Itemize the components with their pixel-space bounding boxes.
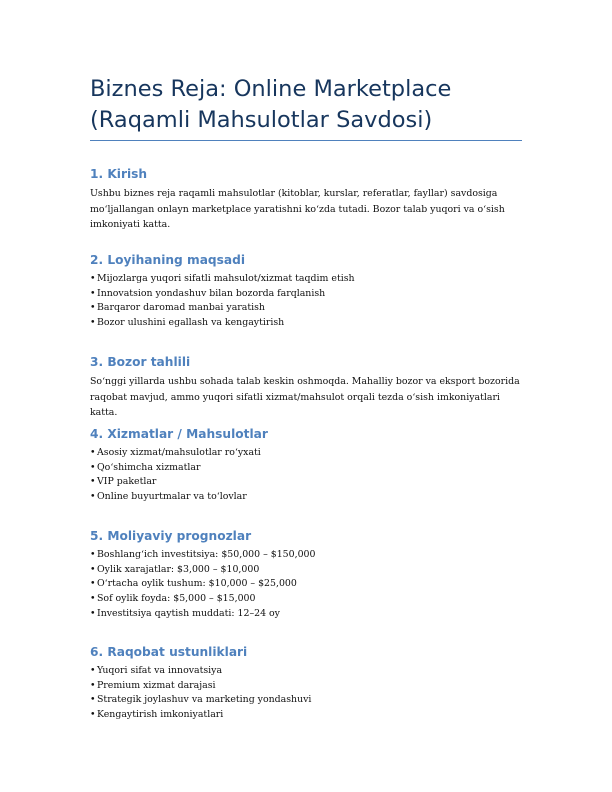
section-raqobat-ustunliklari: [90, 644, 530, 723]
title-line-1: Biznes Reja: Online Marketplace: [90, 76, 452, 102]
section-kirish: [90, 166, 530, 233]
bullet-icon: •: [90, 694, 96, 706]
paragraph-line: mo‘ljallangan onlayn marketplace yaratishni ko‘zda tutadi. Bozor talab yuqori va o‘sish: [90, 203, 505, 215]
bullet-icon: •: [90, 302, 96, 314]
list-item: • Boshlang‘ich investitsiya: $50,000 – $150,000: [90, 548, 530, 563]
paragraph-line: imkoniyati katta.: [90, 219, 171, 230]
section-bozor-tahlili: [90, 354, 530, 421]
paragraph-line: So‘nggi yillarda ushbu sohada talab keskin oshmoqda. Mahalliy bozor va eksport bozorida: [90, 376, 520, 387]
list-item: • Yuqori sifat va innovatsiya: [90, 664, 530, 679]
bullet-icon: •: [90, 461, 96, 473]
title-underline-rule: [90, 140, 522, 141]
section-xizmatlar-mahsulotlar: [90, 426, 530, 505]
list-item: • Online buyurtmalar va to‘lovlar: [90, 490, 530, 505]
title-line-2: (Raqamli Mahsulotlar Savdosi): [90, 107, 433, 133]
bullet-icon: •: [90, 709, 96, 721]
list-item: • VIP paketlar: [90, 475, 530, 490]
list-item: • Oylik xarajatlar: $3,000 – $10,000: [90, 563, 530, 578]
bullet-icon: •: [90, 607, 96, 619]
list-item: • Investitsiya qaytish muddati: 12–24 oy: [90, 607, 530, 622]
bullet-icon: •: [90, 665, 96, 676]
section-heading: 3. Bozor tahlili: [90, 355, 191, 369]
document-title: [90, 74, 530, 136]
section-moliyaviy-prognozlar: [90, 528, 530, 622]
bullet-icon: •: [90, 491, 96, 503]
paragraph-line: Ushbu biznes reja raqamli mahsulotlar (kitoblar, kurslar, referatlar, fayllar) savdosiga: [90, 188, 498, 199]
bullet-icon: •: [90, 287, 96, 299]
section-heading: 5. Moliyaviy prognozlar: [90, 529, 252, 543]
bullet-list: [90, 548, 530, 622]
section-paragraph: [90, 374, 530, 421]
list-item: • Innovatsion yondashuv bilan bozorda farqlanish: [90, 287, 530, 302]
bullet-icon: •: [90, 273, 96, 284]
section-paragraph: [90, 186, 530, 233]
bullet-icon: •: [90, 578, 96, 590]
list-item: • Strategik joylashuv va marketing yondashuvi: [90, 693, 530, 708]
bullet-list: [90, 446, 530, 505]
list-item: • Bozor ulushini egallash va kengaytirish: [90, 316, 530, 331]
section-heading: 6. Raqobat ustunliklari: [90, 645, 248, 659]
list-item: • Qo‘shimcha xizmatlar: [90, 461, 530, 476]
bullet-icon: •: [90, 476, 96, 488]
list-item: • Asosiy xizmat/mahsulotlar ro‘yxati: [90, 446, 530, 461]
list-item: • Sof oylik foyda: $5,000 – $15,000: [90, 592, 530, 607]
bullet-icon: •: [90, 563, 96, 575]
list-item: • Barqaror daromad manbai yaratish: [90, 301, 530, 316]
list-item: • Mijozlarga yuqori sifatli mahsulot/xizmat taqdim etish: [90, 272, 530, 287]
section-heading: 1. Kirish: [90, 167, 148, 181]
bullet-list: [90, 664, 530, 723]
section-loyihaning-maqsadi: [90, 252, 530, 331]
bullet-icon: •: [90, 679, 96, 691]
list-item: • Kengaytirish imkoniyatlari: [90, 708, 530, 723]
paragraph-line: raqobat mavjud, ammo yuqori sifatli xizmat/mahsulot orqali tezda o‘sish imkoniyatlari katta.: [90, 391, 500, 418]
bullet-icon: •: [90, 593, 96, 605]
section-heading: 4. Xizmatlar / Mahsulotlar: [90, 427, 268, 441]
list-item: • Premium xizmat darajasi: [90, 679, 530, 694]
list-item: • O‘rtacha oylik tushum: $10,000 – $25,000: [90, 577, 530, 592]
bullet-icon: •: [90, 447, 96, 458]
bullet-list: [90, 272, 530, 331]
bullet-icon: •: [90, 317, 96, 329]
section-heading: 2. Loyihaning maqsadi: [90, 253, 246, 267]
bullet-icon: •: [90, 549, 96, 560]
